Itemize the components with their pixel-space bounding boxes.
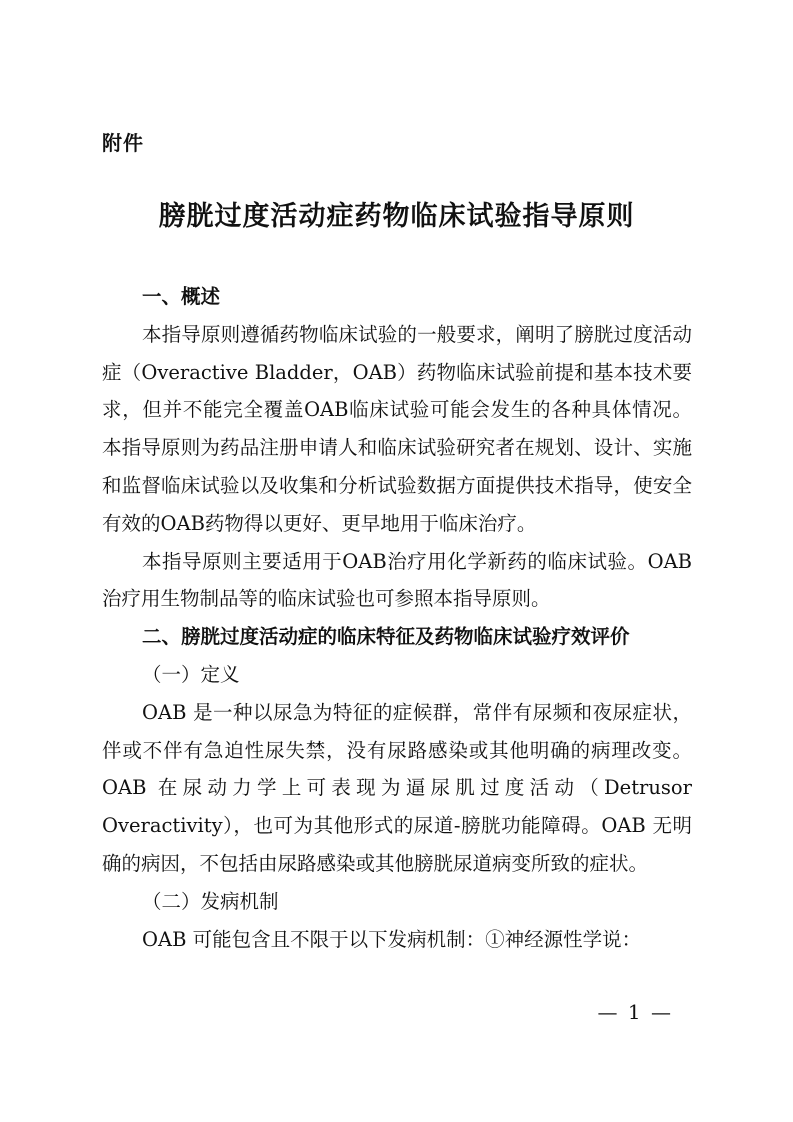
page-number: — 1 — <box>597 1000 673 1024</box>
section-heading-clinical-features: 二、膀胱过度活动症的临床特征及药物临床试验疗效评价 <box>142 625 630 649</box>
paragraph-overview-2: 本指导原则主要适用于OAB治疗用化学新药的临床试验。OAB治疗用生物制品等的临床试验也可参照本指导原则。 <box>102 549 692 611</box>
subsection-heading-pathogenesis: （二）发病机制 <box>142 889 279 913</box>
document-body <box>102 278 692 958</box>
subsection-heading-definition: （一）定义 <box>142 662 240 686</box>
section-heading-overview: 一、概述 <box>142 285 221 308</box>
attachment-label: 附件 <box>102 131 144 155</box>
document-title: 膀胱过度活动症药物临床试验指导原则 <box>158 201 635 232</box>
paragraph-pathogenesis: OAB 可能包含且不限于以下发病机制：①神经源性学说： <box>142 927 642 951</box>
paragraph-definition: OAB 是一种以尿急为特征的症候群，常伴有尿频和夜尿症状，伴或不伴有急迫性尿失禁，没有尿路感染或其他明确的病理改变。OAB 在尿动力学上可表现为逼尿肌过度活动（Detrusor Overactivity），也可为其他形式的尿道-膀胱功能障碍。OAB 无明确的病因，不包括由尿路感染或其他膀胱尿道病变所致的症状。 <box>102 700 692 875</box>
paragraph-overview-1: 本指导原则遵循药物临床试验的一般要求，阐明了膀胱过度活动症（Overactive Bladder，OAB）药物临床试验前提和基本技术要求，但并不能完全覆盖OAB临床试验可能会发生的各种具体情况。本指导原则为药品注册申请人和临床试验研究者在规划、设计、实施和监督临床试验以及收集和分析试验数据方面提供技术指导，使安全有效的OAB药物得以更好、更早地用于临床治疗。 <box>102 322 692 535</box>
